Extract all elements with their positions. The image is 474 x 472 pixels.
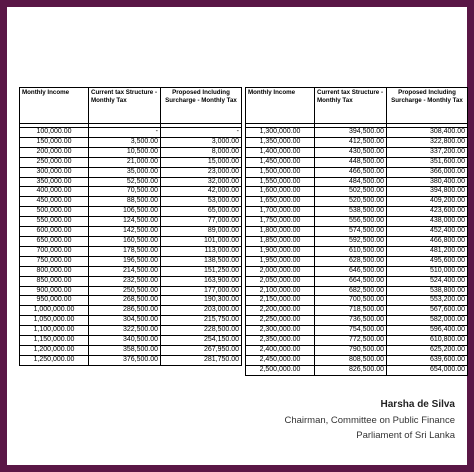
header-current-tax: Current tax Structure - Monthly Tax bbox=[315, 88, 387, 124]
cell-proposed-tax: 510,000.00 bbox=[387, 266, 468, 276]
cell-monthly-income: 2,200,000.00 bbox=[246, 306, 315, 316]
cell-proposed-tax: 42,000.00 bbox=[161, 187, 242, 197]
cell-proposed-tax: 394,800.00 bbox=[387, 187, 468, 197]
cell-proposed-tax: 113,000.00 bbox=[161, 246, 242, 256]
cell-current-tax: 142,500.00 bbox=[89, 227, 161, 237]
cell-proposed-tax: 639,600.00 bbox=[387, 355, 468, 365]
table-row bbox=[20, 345, 242, 355]
cell-current-tax: 21,000.00 bbox=[89, 157, 161, 167]
cell-current-tax: 160,500.00 bbox=[89, 236, 161, 246]
cell-current-tax: 826,500.00 bbox=[315, 365, 387, 375]
cell-current-tax: 286,500.00 bbox=[89, 306, 161, 316]
table-row bbox=[246, 187, 468, 197]
cell-monthly-income: 1,300,000.00 bbox=[246, 128, 315, 138]
cell-proposed-tax: 254,150.00 bbox=[161, 336, 242, 346]
cell-monthly-income: 400,000.00 bbox=[20, 187, 89, 197]
cell-monthly-income: 150,000.00 bbox=[20, 137, 89, 147]
table-row bbox=[246, 177, 468, 187]
cell-proposed-tax: 452,400.00 bbox=[387, 227, 468, 237]
cell-current-tax: 70,500.00 bbox=[89, 187, 161, 197]
cell-proposed-tax: 163,900.00 bbox=[161, 276, 242, 286]
table-row bbox=[246, 296, 468, 306]
table-row bbox=[20, 217, 242, 227]
cell-proposed-tax: 409,200.00 bbox=[387, 197, 468, 207]
cell-proposed-tax: 267,950.00 bbox=[161, 345, 242, 355]
cell-proposed-tax: 337,200.00 bbox=[387, 147, 468, 157]
cell-monthly-income: 2,250,000.00 bbox=[246, 316, 315, 326]
table-row bbox=[246, 227, 468, 237]
cell-monthly-income: 450,000.00 bbox=[20, 197, 89, 207]
cell-monthly-income: 1,200,000.00 bbox=[20, 345, 89, 355]
cell-current-tax: 574,500.00 bbox=[315, 227, 387, 237]
table-row bbox=[20, 227, 242, 237]
cell-monthly-income: 550,000.00 bbox=[20, 217, 89, 227]
table-row bbox=[246, 276, 468, 286]
document-page bbox=[7, 7, 467, 465]
cell-current-tax: 376,500.00 bbox=[89, 355, 161, 365]
table-row bbox=[246, 345, 468, 355]
cell-monthly-income: 900,000.00 bbox=[20, 286, 89, 296]
cell-current-tax: 124,500.00 bbox=[89, 217, 161, 227]
cell-proposed-tax: 366,000.00 bbox=[387, 167, 468, 177]
table-header-row bbox=[20, 88, 242, 124]
table-row bbox=[246, 326, 468, 336]
cell-proposed-tax: 582,000.00 bbox=[387, 316, 468, 326]
cell-current-tax: 772,500.00 bbox=[315, 336, 387, 346]
cell-proposed-tax: 351,600.00 bbox=[387, 157, 468, 167]
table-row bbox=[246, 336, 468, 346]
cell-current-tax: 106,500.00 bbox=[89, 207, 161, 217]
cell-monthly-income: 1,550,000.00 bbox=[246, 177, 315, 187]
cell-proposed-tax: 524,400.00 bbox=[387, 276, 468, 286]
signatory-title: Chairman, Committee on Public Finance bbox=[284, 415, 455, 426]
table-row bbox=[246, 266, 468, 276]
cell-monthly-income: 2,100,000.00 bbox=[246, 286, 315, 296]
cell-proposed-tax: 177,000.00 bbox=[161, 286, 242, 296]
table-row bbox=[20, 246, 242, 256]
cell-current-tax: - bbox=[89, 128, 161, 138]
cell-current-tax: 394,500.00 bbox=[315, 128, 387, 138]
table-row bbox=[246, 355, 468, 365]
cell-monthly-income: 1,500,000.00 bbox=[246, 167, 315, 177]
cell-monthly-income: 1,050,000.00 bbox=[20, 316, 89, 326]
cell-proposed-tax: 151,250.00 bbox=[161, 266, 242, 276]
cell-proposed-tax: 438,000.00 bbox=[387, 217, 468, 227]
table-row bbox=[246, 306, 468, 316]
cell-proposed-tax: 625,200.00 bbox=[387, 345, 468, 355]
cell-proposed-tax: 553,200.00 bbox=[387, 296, 468, 306]
cell-proposed-tax: 89,000.00 bbox=[161, 227, 242, 237]
cell-current-tax: 718,500.00 bbox=[315, 306, 387, 316]
cell-proposed-tax: 15,000.00 bbox=[161, 157, 242, 167]
cell-monthly-income: 800,000.00 bbox=[20, 266, 89, 276]
header-monthly-income: Monthly Income bbox=[246, 88, 315, 124]
cell-proposed-tax: 53,000.00 bbox=[161, 197, 242, 207]
cell-monthly-income: 1,650,000.00 bbox=[246, 197, 315, 207]
tax-table-left-body bbox=[20, 124, 242, 366]
cell-current-tax: 10,500.00 bbox=[89, 147, 161, 157]
table-row bbox=[20, 236, 242, 246]
cell-proposed-tax: 495,600.00 bbox=[387, 256, 468, 266]
cell-monthly-income: 2,400,000.00 bbox=[246, 345, 315, 355]
cell-proposed-tax: 567,600.00 bbox=[387, 306, 468, 316]
cell-proposed-tax: 8,000.00 bbox=[161, 147, 242, 157]
table-row bbox=[246, 316, 468, 326]
cell-proposed-tax: 228,500.00 bbox=[161, 326, 242, 336]
cell-monthly-income: 1,750,000.00 bbox=[246, 217, 315, 227]
cell-current-tax: 808,500.00 bbox=[315, 355, 387, 365]
cell-monthly-income: 1,000,000.00 bbox=[20, 306, 89, 316]
cell-current-tax: 88,500.00 bbox=[89, 197, 161, 207]
table-header-row bbox=[246, 88, 468, 124]
table-row bbox=[246, 217, 468, 227]
table-row bbox=[20, 336, 242, 346]
cell-monthly-income: 2,500,000.00 bbox=[246, 365, 315, 375]
cell-current-tax: 430,500.00 bbox=[315, 147, 387, 157]
cell-monthly-income: 650,000.00 bbox=[20, 236, 89, 246]
cell-proposed-tax: 322,800.00 bbox=[387, 137, 468, 147]
cell-current-tax: 448,500.00 bbox=[315, 157, 387, 167]
cell-proposed-tax: 308,400.00 bbox=[387, 128, 468, 138]
cell-monthly-income: 1,900,000.00 bbox=[246, 246, 315, 256]
table-row bbox=[20, 326, 242, 336]
table-row bbox=[20, 157, 242, 167]
table-row bbox=[20, 147, 242, 157]
cell-current-tax: 610,500.00 bbox=[315, 246, 387, 256]
cell-proposed-tax: 203,000.00 bbox=[161, 306, 242, 316]
table-row bbox=[246, 167, 468, 177]
table-row bbox=[20, 296, 242, 306]
cell-monthly-income: 1,600,000.00 bbox=[246, 187, 315, 197]
cell-current-tax: 196,500.00 bbox=[89, 256, 161, 266]
cell-monthly-income: 1,150,000.00 bbox=[20, 336, 89, 346]
cell-current-tax: 412,500.00 bbox=[315, 137, 387, 147]
table-row bbox=[20, 286, 242, 296]
table-row bbox=[20, 197, 242, 207]
cell-proposed-tax: 215,750.00 bbox=[161, 316, 242, 326]
cell-proposed-tax: 23,000.00 bbox=[161, 167, 242, 177]
cell-monthly-income: 1,250,000.00 bbox=[20, 355, 89, 365]
cell-proposed-tax: 32,000.00 bbox=[161, 177, 242, 187]
cell-monthly-income: 2,350,000.00 bbox=[246, 336, 315, 346]
header-current-tax: Current tax Structure - Monthly Tax bbox=[89, 88, 161, 124]
cell-proposed-tax: - bbox=[161, 128, 242, 138]
table-row bbox=[246, 236, 468, 246]
cell-proposed-tax: 610,800.00 bbox=[387, 336, 468, 346]
cell-monthly-income: 1,350,000.00 bbox=[246, 137, 315, 147]
table-row bbox=[20, 355, 242, 365]
cell-proposed-tax: 101,000.00 bbox=[161, 236, 242, 246]
table-row bbox=[20, 167, 242, 177]
table-row bbox=[246, 157, 468, 167]
cell-current-tax: 484,500.00 bbox=[315, 177, 387, 187]
cell-monthly-income: 1,700,000.00 bbox=[246, 207, 315, 217]
header-proposed-tax: Proposed Including Surcharge - Monthly Tax bbox=[387, 88, 468, 124]
cell-current-tax: 664,500.00 bbox=[315, 276, 387, 286]
table-row bbox=[246, 128, 468, 138]
cell-current-tax: 52,500.00 bbox=[89, 177, 161, 187]
cell-current-tax: 214,500.00 bbox=[89, 266, 161, 276]
cell-current-tax: 556,500.00 bbox=[315, 217, 387, 227]
cell-current-tax: 628,500.00 bbox=[315, 256, 387, 266]
cell-proposed-tax: 65,000.00 bbox=[161, 207, 242, 217]
cell-current-tax: 538,500.00 bbox=[315, 207, 387, 217]
table-row bbox=[20, 137, 242, 147]
table-row bbox=[20, 207, 242, 217]
cell-monthly-income: 1,950,000.00 bbox=[246, 256, 315, 266]
cell-monthly-income: 200,000.00 bbox=[20, 147, 89, 157]
table-row bbox=[246, 147, 468, 157]
cell-monthly-income: 1,100,000.00 bbox=[20, 326, 89, 336]
cell-current-tax: 736,500.00 bbox=[315, 316, 387, 326]
cell-proposed-tax: 138,500.00 bbox=[161, 256, 242, 266]
table-row bbox=[20, 306, 242, 316]
table-row bbox=[246, 286, 468, 296]
cell-monthly-income: 350,000.00 bbox=[20, 177, 89, 187]
cell-proposed-tax: 538,800.00 bbox=[387, 286, 468, 296]
table-row bbox=[20, 276, 242, 286]
cell-proposed-tax: 281,750.00 bbox=[161, 355, 242, 365]
cell-proposed-tax: 466,800.00 bbox=[387, 236, 468, 246]
cell-current-tax: 358,500.00 bbox=[89, 345, 161, 355]
tax-table-right bbox=[245, 87, 468, 376]
cell-proposed-tax: 481,200.00 bbox=[387, 246, 468, 256]
cell-current-tax: 682,500.00 bbox=[315, 286, 387, 296]
cell-current-tax: 250,500.00 bbox=[89, 286, 161, 296]
cell-monthly-income: 100,000.00 bbox=[20, 128, 89, 138]
cell-current-tax: 322,500.00 bbox=[89, 326, 161, 336]
cell-monthly-income: 850,000.00 bbox=[20, 276, 89, 286]
tax-table-left bbox=[19, 87, 242, 366]
cell-monthly-income: 750,000.00 bbox=[20, 256, 89, 266]
signatory-organization: Parliament of Sri Lanka bbox=[356, 430, 455, 441]
cell-monthly-income: 250,000.00 bbox=[20, 157, 89, 167]
cell-current-tax: 646,500.00 bbox=[315, 266, 387, 276]
table-row bbox=[246, 256, 468, 266]
cell-monthly-income: 1,850,000.00 bbox=[246, 236, 315, 246]
cell-current-tax: 502,500.00 bbox=[315, 187, 387, 197]
table-row bbox=[20, 266, 242, 276]
cell-current-tax: 340,500.00 bbox=[89, 336, 161, 346]
cell-monthly-income: 2,050,000.00 bbox=[246, 276, 315, 286]
cell-monthly-income: 2,450,000.00 bbox=[246, 355, 315, 365]
cell-monthly-income: 600,000.00 bbox=[20, 227, 89, 237]
cell-proposed-tax: 654,000.00 bbox=[387, 365, 468, 375]
table-row bbox=[246, 246, 468, 256]
header-monthly-income: Monthly Income bbox=[20, 88, 89, 124]
cell-current-tax: 3,500.00 bbox=[89, 137, 161, 147]
cell-monthly-income: 700,000.00 bbox=[20, 246, 89, 256]
cell-monthly-income: 1,800,000.00 bbox=[246, 227, 315, 237]
cell-current-tax: 592,500.00 bbox=[315, 236, 387, 246]
table-row bbox=[246, 197, 468, 207]
cell-current-tax: 304,500.00 bbox=[89, 316, 161, 326]
cell-current-tax: 35,000.00 bbox=[89, 167, 161, 177]
cell-monthly-income: 2,300,000.00 bbox=[246, 326, 315, 336]
cell-monthly-income: 950,000.00 bbox=[20, 296, 89, 306]
cell-monthly-income: 300,000.00 bbox=[20, 167, 89, 177]
cell-monthly-income: 500,000.00 bbox=[20, 207, 89, 217]
table-row bbox=[246, 137, 468, 147]
table-row bbox=[20, 316, 242, 326]
cell-monthly-income: 2,150,000.00 bbox=[246, 296, 315, 306]
cell-monthly-income: 2,000,000.00 bbox=[246, 266, 315, 276]
table-row bbox=[20, 256, 242, 266]
table-row bbox=[20, 128, 242, 138]
header-proposed-tax: Proposed Including Surcharge - Monthly Tax bbox=[161, 88, 242, 124]
cell-proposed-tax: 423,600.00 bbox=[387, 207, 468, 217]
table-row bbox=[246, 207, 468, 217]
cell-monthly-income: 1,450,000.00 bbox=[246, 157, 315, 167]
cell-current-tax: 178,500.00 bbox=[89, 246, 161, 256]
cell-current-tax: 520,500.00 bbox=[315, 197, 387, 207]
cell-proposed-tax: 380,400.00 bbox=[387, 177, 468, 187]
cell-proposed-tax: 190,300.00 bbox=[161, 296, 242, 306]
cell-proposed-tax: 77,000.00 bbox=[161, 217, 242, 227]
cell-current-tax: 790,500.00 bbox=[315, 345, 387, 355]
cell-current-tax: 700,500.00 bbox=[315, 296, 387, 306]
cell-monthly-income: 1,400,000.00 bbox=[246, 147, 315, 157]
table-row bbox=[246, 365, 468, 375]
signatory-name: Harsha de Silva bbox=[380, 399, 455, 410]
cell-current-tax: 268,500.00 bbox=[89, 296, 161, 306]
cell-current-tax: 754,500.00 bbox=[315, 326, 387, 336]
cell-current-tax: 466,500.00 bbox=[315, 167, 387, 177]
cell-proposed-tax: 596,400.00 bbox=[387, 326, 468, 336]
tax-table-right-body bbox=[246, 124, 468, 376]
cell-proposed-tax: 3,000.00 bbox=[161, 137, 242, 147]
table-row bbox=[20, 177, 242, 187]
table-row bbox=[20, 187, 242, 197]
cell-current-tax: 232,500.00 bbox=[89, 276, 161, 286]
